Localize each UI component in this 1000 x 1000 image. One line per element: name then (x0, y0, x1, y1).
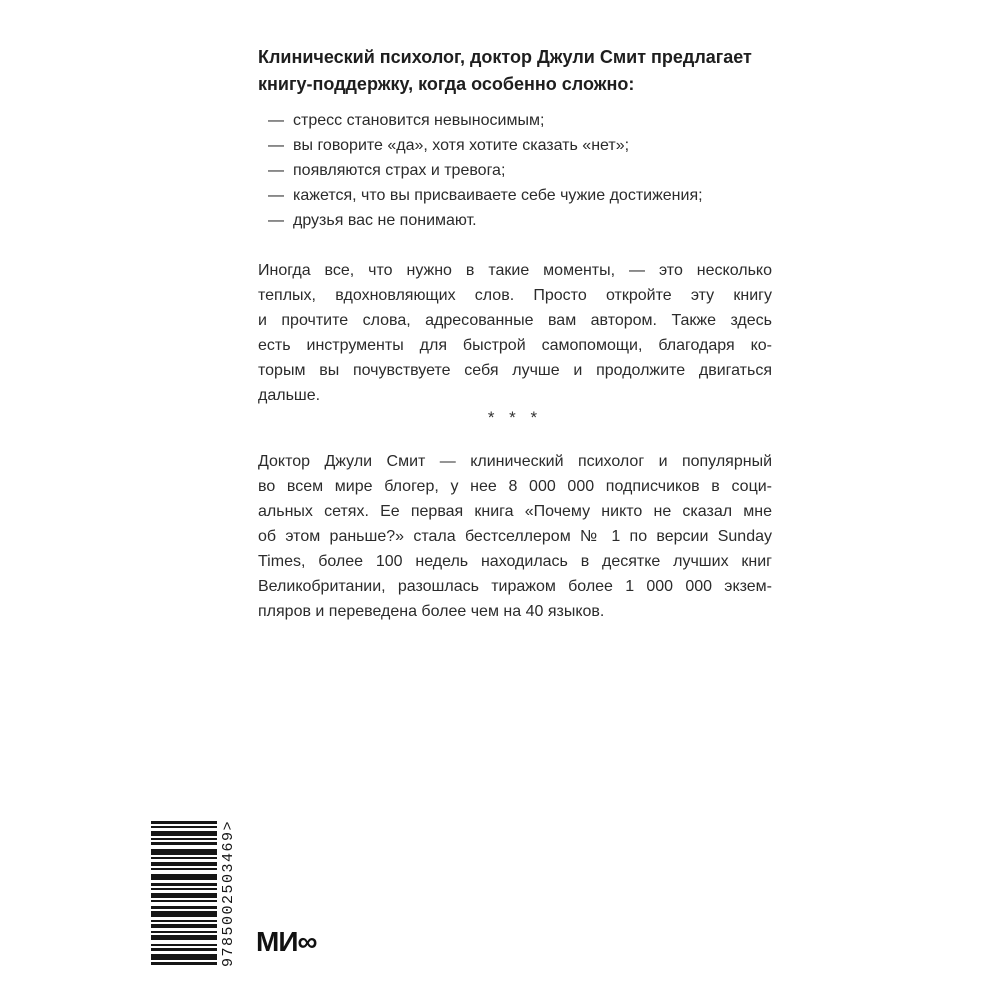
paragraph-line: Times, более 100 недель находилась в десятке лучших книг (258, 553, 772, 570)
dash-bullet: — (268, 212, 284, 229)
situations-list (268, 108, 788, 233)
barcode-bar (151, 944, 217, 946)
heading-line: Клинический психолог, доктор Джули Смит предлагает (258, 47, 752, 67)
barcode-bar (151, 893, 217, 898)
barcode-bar (151, 962, 217, 965)
paragraph-line: Доктор Джули Смит — клинический психолог и популярный (258, 453, 772, 470)
paragraph-line: есть инструменты для быстрой самопомощи, благодаря ко- (258, 337, 772, 354)
barcode-bar (151, 920, 217, 922)
barcode-bar (151, 948, 217, 951)
list-item-text: кажется, что вы присваиваете себе чужие достижения; (293, 187, 703, 204)
barcode-bar (151, 868, 217, 870)
barcode-bar (151, 883, 217, 886)
barcode-bar (151, 862, 217, 866)
barcode-bar (151, 826, 217, 828)
barcode-bar (151, 924, 217, 928)
barcode-bar (151, 838, 217, 840)
intro-paragraph (258, 258, 772, 408)
paragraph-line: торым вы почувствуете себя лучше и продолжите двигаться (258, 362, 772, 379)
list-item (268, 133, 788, 158)
list-item-text: друзья вас не понимают. (293, 212, 477, 229)
barcode-bar (151, 931, 217, 933)
dash-bullet: — (268, 187, 284, 204)
barcode-bar (151, 874, 217, 880)
list-item (268, 108, 788, 133)
barcode-bar (151, 849, 217, 855)
barcode-bar (151, 906, 217, 909)
list-item (268, 158, 788, 183)
barcode-bar (151, 911, 217, 917)
barcode-bar (151, 831, 217, 836)
paragraph-line: и прочтите слова, адресованные вам автором. Также здесь (258, 312, 772, 329)
list-item (268, 183, 788, 208)
barcode-bar (151, 954, 217, 960)
paragraph-line: Великобритании, разошлась тиражом более 1 000 000 экзем- (258, 578, 772, 595)
dash-bullet: — (268, 137, 284, 154)
barcode-bar (151, 821, 217, 824)
dash-bullet: — (268, 162, 284, 179)
author-bio-paragraph (258, 449, 772, 624)
isbn-barcode-number: 9785002503469> (220, 819, 237, 967)
list-item-text: вы говорите «да», хотя хотите сказать «нет»; (293, 137, 630, 154)
isbn-barcode (151, 821, 217, 965)
barcode-bar (151, 900, 217, 902)
asterisk-separator: * * * (487, 408, 543, 427)
cover-heading (258, 44, 818, 98)
paragraph-line: альных сетях. Ее первая книга «Почему никто не сказал мне (258, 503, 772, 520)
paragraph-line: об этом раньше?» стала бестселлером № 1 по версии Sunday (258, 528, 772, 545)
publisher-logo-mif: МИ∞ (256, 926, 317, 957)
list-item-text: появляются страх и тревога; (293, 162, 506, 179)
paragraph-line: Иногда все, что нужно в такие моменты, — это несколько (258, 262, 772, 279)
dash-bullet: — (268, 112, 284, 129)
paragraph-line: во всем мире блогер, у нее 8 000 000 подписчиков в соци- (258, 478, 772, 495)
paragraph-line: пляров и переведена более чем на 40 языков. (258, 603, 605, 620)
barcode-bar (151, 842, 217, 845)
heading-line: книгу-поддержку, когда особенно сложно: (258, 74, 635, 94)
paragraph-line: дальше. (258, 387, 321, 404)
list-item-text: стресс становится невыносимым; (293, 112, 545, 129)
paragraph-line: теплых, вдохновляющих слов. Просто откройте эту книгу (258, 287, 772, 304)
barcode-bar (151, 888, 217, 890)
list-item (268, 208, 788, 233)
barcode-bar (151, 857, 217, 859)
barcode-bar (151, 935, 217, 940)
